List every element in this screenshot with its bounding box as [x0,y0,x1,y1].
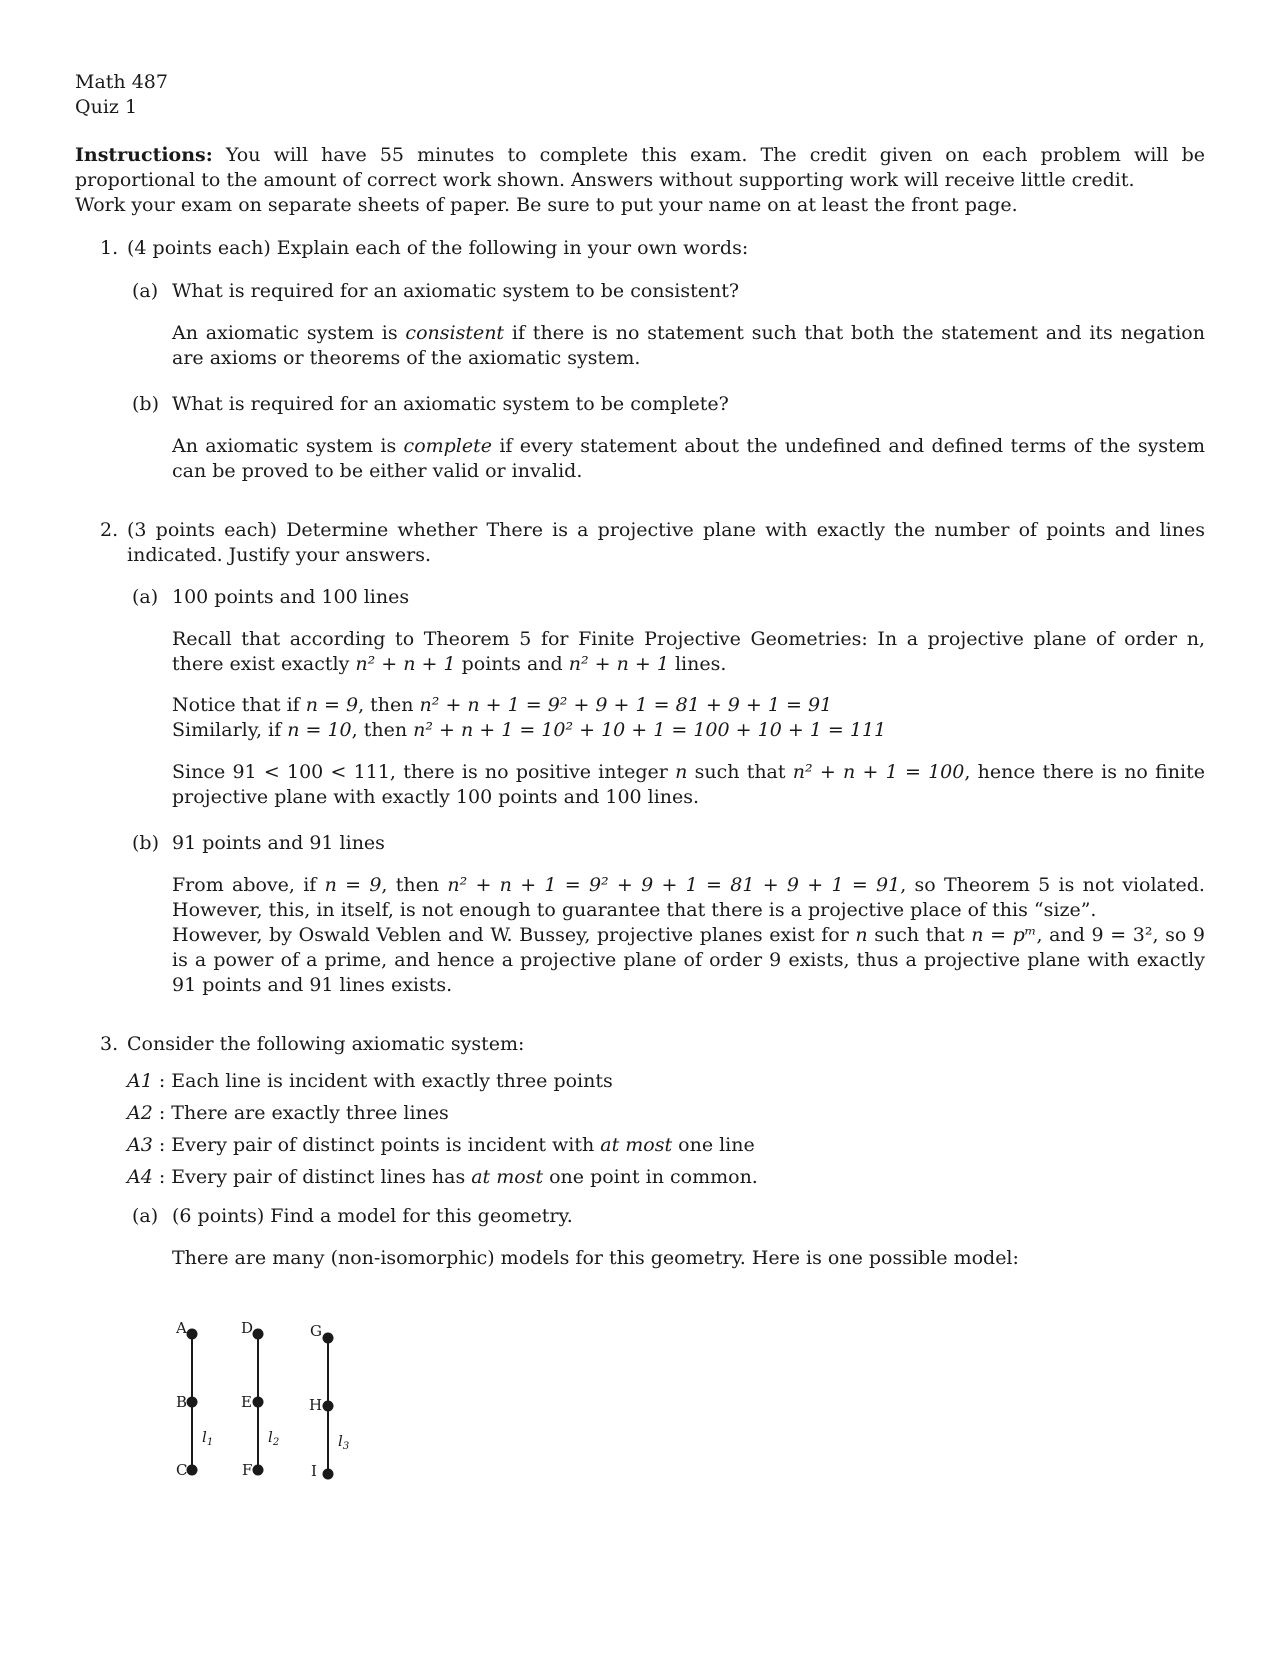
answer-text: , hence there is no finite projective plane with exactly 100 points and 100 lines. [172,761,1205,808]
axiom-text: one line [672,1134,755,1156]
axiom-id: A3 [127,1134,153,1156]
line-label-l3: $l_3$ [338,1432,350,1452]
subpart-question: 91 points and 91 lines [172,832,385,854]
quiz-page [75,70,1205,1271]
axiom-id: A2 [127,1102,153,1124]
instructions-text-2: Work your exam on separate sheets of paper. Be sure to put your name on at least the front page. [75,194,1018,216]
problem-2a [127,585,1205,610]
answer-text: From above, if [172,874,317,896]
axiom-a2 [127,1097,1205,1129]
point-h [323,1401,334,1412]
problem-prompt: (3 points each) Determine whether There is a projective plane with exactly the number of points and lines indicated. Justify your answers. [127,519,1205,566]
axiom-text: : Every pair of distinct points is incident with [152,1134,601,1156]
math-expr: n² + n + 1 = 10² + 10 + 1 = 100 + 10 + 1 = 111 [413,719,887,741]
since-conclusion [172,760,1205,810]
point-label-g: G [310,1322,322,1340]
point-label-i: I [311,1462,317,1480]
subpart-label: (a) [132,586,159,608]
answer-text: , so Theorem 5 is not violated. However, this, in itself, is not enough to guarantee that there is a projective place of this “size”. [172,874,1205,921]
answer-text: Recall that according to Theorem 5 for Finite Projective Geometries: In a projective plane of order n, there exist exactly [172,628,1205,675]
recall-theorem [172,627,1205,677]
instructions-label: Instructions: [75,144,213,166]
subpart-label: (a) [132,280,159,302]
math-expr: n [675,761,688,783]
axiom-id: A1 [127,1070,153,1092]
problem-2b [127,831,1205,856]
subpart-question: (6 points) Find a model for this geometry. [172,1205,573,1227]
point-label-d: D [241,1319,254,1337]
problem-number: 1. [100,237,119,259]
point-g [323,1333,334,1344]
point-a [187,1329,198,1340]
math-expr: n = 9 [305,694,359,716]
axiom-a4 [127,1161,1205,1193]
math-expr: n = 10 [287,719,352,741]
answer-text: Since 91 < 100 < 111, there is no positive integer [172,761,668,783]
point-label-h: H [309,1396,323,1414]
problem-1a [127,279,1205,304]
course-title: Math 487 [75,71,168,93]
point-label-f: F [242,1461,253,1479]
math-expr: n² + n + 1 = 9² + 9 + 1 = 81 + 9 + 1 = 91 [447,874,901,896]
notice-line [172,693,1205,718]
point-e [253,1397,264,1408]
similarly-line [172,718,1205,743]
header [75,70,1205,120]
answer-1b [172,434,1205,484]
veblen-bussey [172,923,1205,998]
line-label-l2: $l_2$ [268,1428,280,1448]
point-label-c: C [176,1461,188,1479]
point-i [323,1469,334,1480]
axiom-text: : Every pair of distinct lines has [152,1166,472,1188]
math-expr: n² + n + 1 = 9² + 9 + 1 = 81 + 9 + 1 = 91 [419,694,833,716]
axiom-list [127,1065,1205,1193]
math-expr: n² + n + 1 = 100 [792,761,965,783]
answer-text: if there is no statement such that both the statement and its negation are axioms or theorems of the axiomatic system. [172,322,1205,369]
instructions [75,143,1205,218]
term-consistent: consistent [405,322,505,344]
point-label-b: B [176,1393,188,1411]
point-label-a: A [176,1319,187,1337]
from-above [172,873,1205,923]
problem-3a [127,1204,1205,1229]
subpart-label: (a) [132,1205,159,1227]
line-label-l1: $l_1$ [202,1428,214,1448]
math-expr: n [855,924,868,946]
math-expr: 9 = 3² [1091,924,1153,946]
answer-text: Similarly, if [172,719,282,741]
answer-1a [172,321,1205,371]
problem-prompt: Consider the following axiomatic system: [127,1033,525,1055]
answer-text: An axiomatic system is [172,435,397,457]
answer-text: , then [351,719,408,741]
math-expr: n² + n + 1 [355,653,456,675]
answer-text: , then [358,694,414,716]
answer-text: However, by Oswald Veblen and W. Bussey, projective planes exist for [172,924,849,946]
answer-text: , so 9 is a power of a prime, and hence a projective plane of order 9 exists, thus a projective plane with exactly 91 points and 91 lines exists. [172,924,1205,996]
answer-text: An axiomatic system is [172,322,398,344]
math-expr: n = 9 [324,874,382,896]
math-expr: n = pᵐ [971,924,1037,946]
axiom-a3 [127,1129,1205,1161]
axiom-emphasis: at most [600,1134,673,1156]
quiz-title: Quiz 1 [75,96,138,118]
answer-text: , then [381,874,440,896]
answer-text: , and [1036,924,1085,946]
problem-prompt: (4 points each) Explain each of the following in your own words: [127,237,749,259]
axiom-text: : Each line is incident with exactly three points [152,1070,613,1092]
point-label-e: E [241,1393,252,1411]
point-f [253,1465,264,1476]
answer-text: lines. [674,653,727,675]
axiom-a1 [127,1065,1205,1097]
instructions-text-1: You will have 55 minutes to complete this exam. The credit given on each problem will be proportional to the amount of correct work shown. Answers without supporting work will receive little credit. [75,144,1205,191]
axiom-emphasis: at most [471,1166,544,1188]
answer-text: points and [461,653,563,675]
point-d [253,1329,264,1340]
term-complete: complete [403,435,493,457]
subpart-label: (b) [132,832,159,854]
answer-text: Notice that if [172,694,300,716]
point-b [187,1397,198,1408]
subpart-question: 100 points and 100 lines [172,586,410,608]
problem-number: 3. [100,1033,119,1055]
model-intro: There are many (non-isomorphic) models for this geometry. Here is one possible model: [172,1247,1019,1269]
model-diagram [162,1318,422,1488]
axiom-text: : There are exactly three lines [152,1102,449,1124]
problem-2 [75,518,1205,998]
math-expr: n² + n + 1 [568,653,669,675]
axiom-text: one point in common. [543,1166,758,1188]
point-c [187,1465,198,1476]
subpart-label: (b) [132,393,159,415]
problem-3 [75,1032,1205,1271]
subpart-question: What is required for an axiomatic system to be complete? [172,393,729,415]
answer-text: such that [694,761,786,783]
axiom-id: A4 [127,1166,153,1188]
problem-number: 2. [100,519,119,541]
answer-text: such that [874,924,965,946]
answer-text: if every statement about the undefined and defined terms of the system can be proved to be either valid or invalid. [172,435,1205,482]
subpart-question: What is required for an axiomatic system to be consistent? [172,280,740,302]
problem-1 [75,236,1205,484]
problem-1b [127,392,1205,417]
